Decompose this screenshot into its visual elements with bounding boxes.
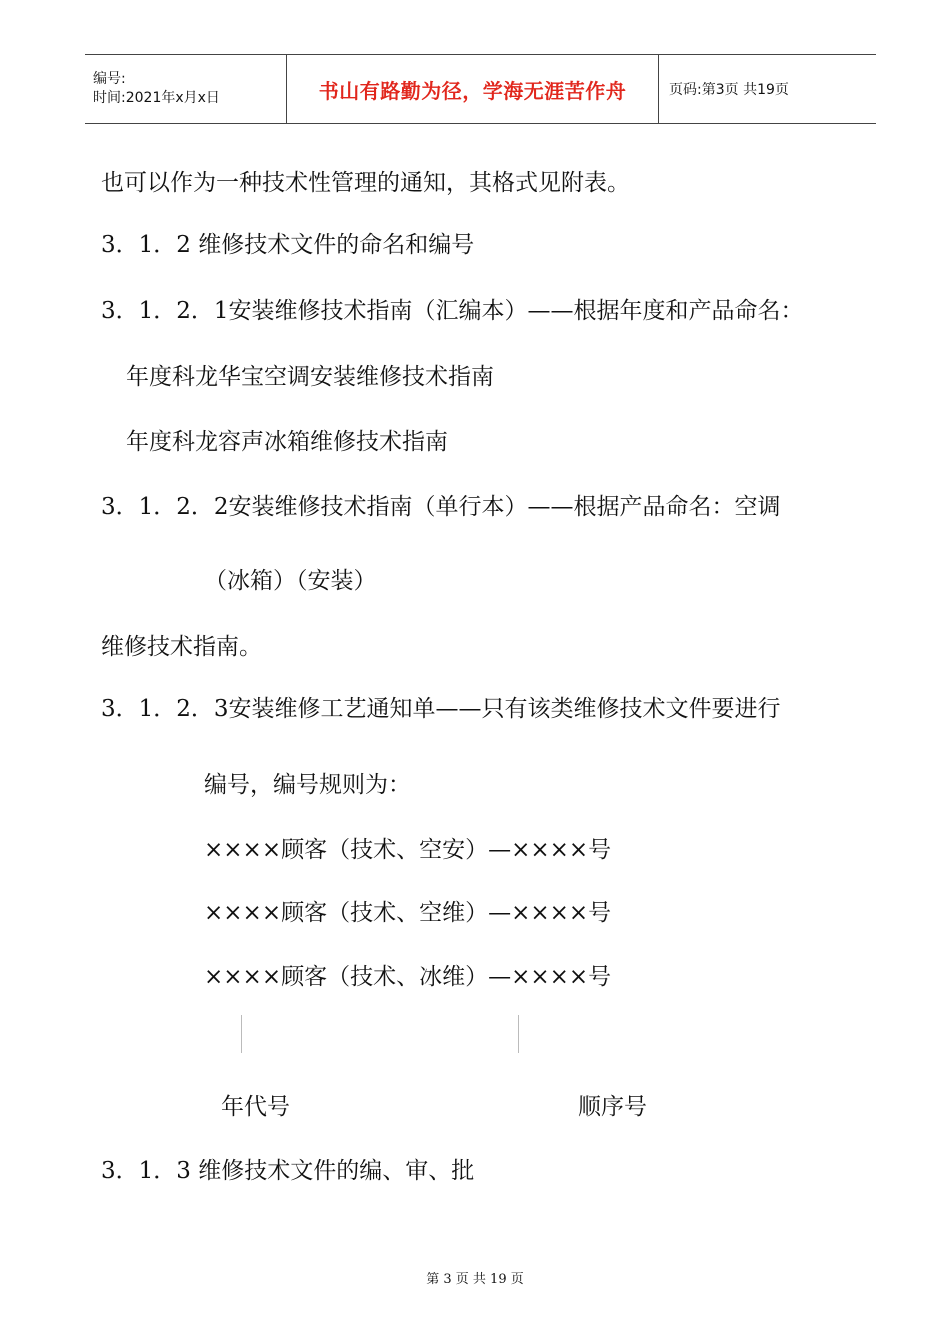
- paragraph-line: 年度科龙华宝空调安装维修技术指南: [126, 364, 494, 390]
- motto-text: 书山有路勤为径，学海无涯苦作舟: [318, 78, 627, 103]
- header-meta: [85, 55, 287, 123]
- header-motto: [287, 55, 659, 123]
- subsection-heading: 3．1．2．3安装维修工艺通知单——只有该类维修技术文件要进行: [101, 696, 781, 722]
- paragraph-line: （冰箱）（安装）: [204, 568, 377, 594]
- subsection-heading: 3．1．2．1安装维修技术指南（汇编本）——根据年度和产品命名：: [101, 298, 804, 324]
- document-time-label: 时间:2021年x月x日: [93, 90, 220, 106]
- year-marker-line: [241, 1015, 242, 1053]
- sequence-number-label: 顺序号: [578, 1094, 647, 1120]
- paragraph-line: 维修技术指南。: [101, 634, 262, 660]
- numbering-rule-line: ××××顾客（技术、冰维）—××××号: [204, 964, 612, 990]
- numbering-rule-line: ××××顾客（技术、空维）—××××号: [204, 900, 612, 926]
- year-code-label: 年代号: [221, 1094, 290, 1120]
- page-number-label: 页码:第3页 共19页: [669, 82, 789, 98]
- document-number-label: 编号:: [93, 71, 126, 87]
- subsection-heading: 3．1．2．2安装维修技术指南（单行本）——根据产品命名：空调: [101, 494, 781, 520]
- header-page-info: [659, 55, 876, 123]
- page-footer: 第 3 页 共 19 页: [426, 1272, 524, 1287]
- sequence-marker-line: [518, 1015, 519, 1053]
- paragraph-line: 年度科龙容声冰箱维修技术指南: [126, 429, 448, 455]
- paragraph-line: 编号，编号规则为：: [204, 772, 411, 798]
- section-heading: 3．1．2 维修技术文件的命名和编号: [101, 232, 475, 258]
- page-header: [85, 54, 876, 124]
- section-heading: 3．1．3 维修技术文件的编、审、批: [101, 1158, 475, 1184]
- paragraph-line: 也可以作为一种技术性管理的通知，其格式见附表。: [101, 170, 630, 196]
- numbering-rule-line: ××××顾客（技术、空安）—××××号: [204, 837, 612, 863]
